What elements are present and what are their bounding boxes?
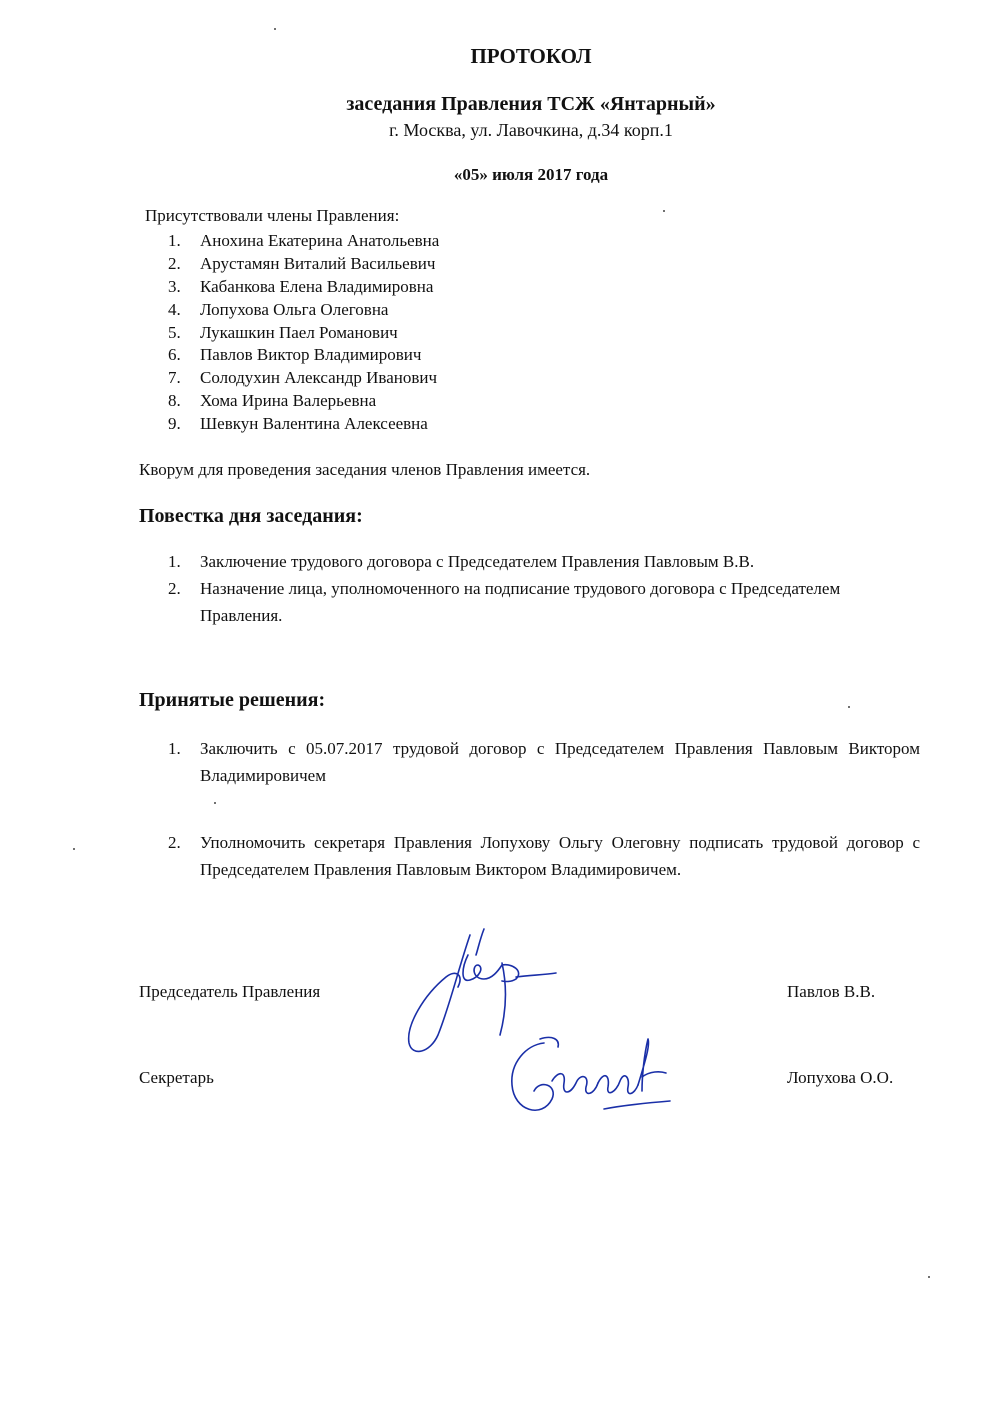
scan-speck (848, 706, 850, 708)
list-item: 6. Павлов Виктор Владимирович (168, 345, 422, 365)
member-name: Хома Ирина Валерьевна (200, 391, 377, 411)
decision-item-text: Заключить с 05.07.2017 трудовой договор с Председателем Правления Павловым Виктором Владимировичем (200, 739, 920, 785)
chair-role: Председатель Правления (139, 982, 321, 1001)
agenda-heading: Повестка дня заседания: (139, 505, 363, 527)
document-date: «05» июля 2017 года (453, 165, 609, 184)
list-item: 2. Назначение лица, уполномоченного на подписание трудового договора с Председателем Правления. (168, 575, 888, 629)
scan-speck (73, 848, 75, 850)
scan-speck (214, 802, 216, 804)
secretary-role: Секретарь (139, 1068, 214, 1087)
secretary-name: Лопухова О.О. (787, 1068, 894, 1087)
member-name: Арустамян Виталий Васильевич (200, 253, 436, 273)
list-item: 9. Шевкун Валентина Алексеевна (168, 414, 428, 434)
members-list (168, 230, 439, 436)
list-item: 5. Лукашкин Паел Романович (168, 322, 398, 342)
list-item: 3. Кабанкова Елена Владимировна (168, 276, 434, 296)
member-name: Лукашкин Паел Романович (200, 322, 398, 342)
secretary-signature (500, 1025, 675, 1125)
list-item: 2. Арустамян Виталий Васильевич (168, 253, 436, 273)
scan-speck (274, 28, 276, 30)
list-item: 2. Уполномочить секретаря Правления Лопухову Ольгу Олеговну подписать трудовой договор с Председателем Правления Павловым Виктором Владимировичем. (168, 829, 920, 883)
list-item: 1. Заключение трудового договора с Председателем Правления Павловым В.В. (168, 548, 888, 575)
member-name: Лопухова Ольга Олеговна (200, 299, 389, 319)
decision-item-text: Уполномочить секретаря Правления Лопухову Ольгу Олеговну подписать трудовой договор с Председателем Правления Павловым Виктором Владимировичем. (200, 833, 920, 879)
agenda-item-text: Заключение трудового договора с Председателем Правления Павловым В.В. (200, 552, 755, 571)
document-title: ПРОТОКОЛ (470, 44, 592, 68)
member-name: Анохина Екатерина Анатольевна (200, 231, 440, 250)
document-address: г. Москва, ул. Лавочкина, д.34 корп.1 (389, 120, 673, 140)
list-item: 1. Анохина Екатерина Анатольевна (168, 231, 440, 250)
list-item: 1. Заключить с 05.07.2017 трудовой договор с Председателем Правления Павловым Виктором Владимировичем (168, 735, 920, 789)
member-name: Шевкун Валентина Алексеевна (200, 414, 428, 434)
scan-speck (663, 210, 665, 212)
member-name: Солодухин Александр Иванович (200, 368, 438, 388)
attendance-label: Присутствовали члены Правления: (145, 206, 400, 225)
quorum-statement: Кворум для проведения заседания членов Правления имеется. (139, 460, 591, 479)
chair-name: Павлов В.В. (787, 982, 876, 1001)
agenda-list (168, 548, 888, 629)
list-item: 4. Лопухова Ольга Олеговна (168, 299, 389, 319)
agenda-item-text: Назначение лица, уполномоченного на подписание трудового договора с Председателем Правления. (200, 579, 841, 625)
decisions-list (168, 735, 920, 883)
member-name: Павлов Виктор Владимирович (200, 345, 422, 365)
list-item: 8. Хома Ирина Валерьевна (168, 391, 377, 411)
document-subtitle: заседания Правления ТСЖ «Янтарный» (346, 93, 716, 115)
scan-speck (928, 1276, 930, 1278)
member-name: Кабанкова Елена Владимировна (200, 276, 434, 296)
list-item: 7. Солодухин Александр Иванович (168, 368, 438, 388)
decisions-heading: Принятые решения: (139, 689, 326, 711)
